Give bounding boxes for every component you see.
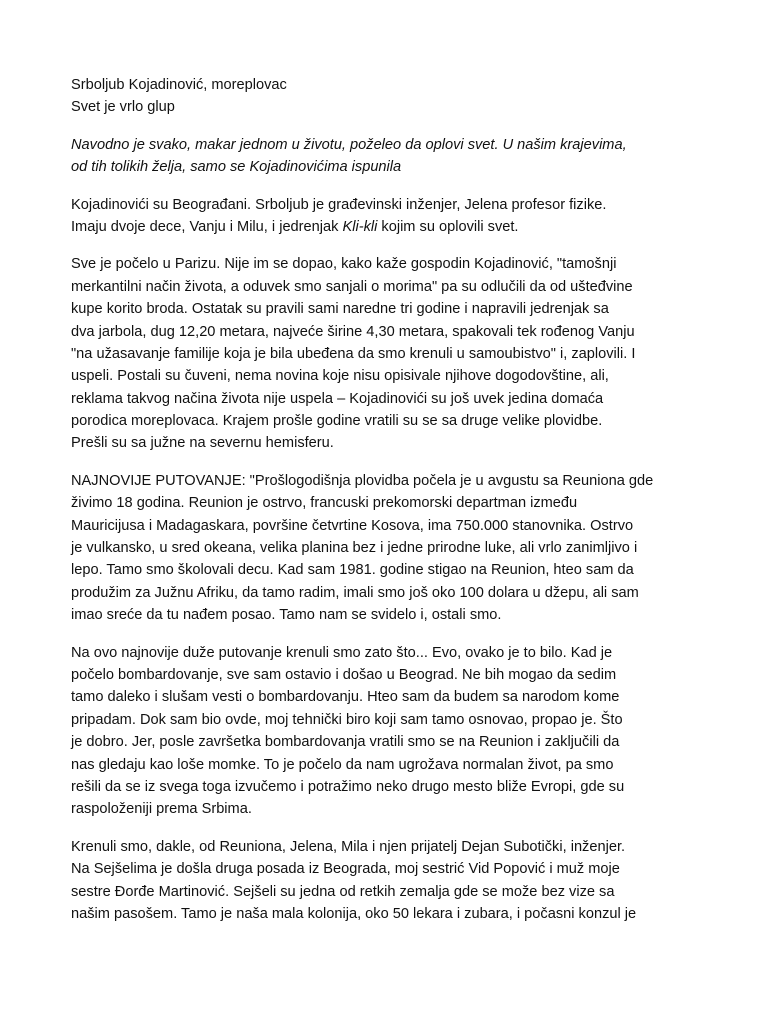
- paragraph-line: Na Sejšelima je došla druga posada iz Beograda, moj sestrić Vid Popović i muž moje: [71, 861, 620, 878]
- spacer: [71, 627, 711, 642]
- paragraph-line: "na užasavanje familije koja je bila ubeđena da smo krenuli u samoubistvo" i, zaplovili. I: [71, 345, 636, 362]
- lead-line: Navodno je svako, makar jednom u životu, poželeo da oplovi svet. U našim krajevima,: [71, 136, 627, 153]
- paragraph-line: merkantilni način života, a oduvek smo sanjali o morima" pa su odlučili da od ušteđvine: [71, 278, 633, 295]
- author-line: Srboljub Kojadinović, moreplovac: [71, 77, 287, 93]
- spacer: [71, 238, 711, 253]
- text-run: kojim su oplovili svet.: [377, 218, 519, 235]
- paragraph-line: imao sreće da tu nađem posao. Tamo nam se svidelo i, ostali smo.: [71, 607, 502, 624]
- paragraph-line: Kojadinovići su Beograđani. Srboljub je građevinski inženjer, Jelena profesor fizike.: [71, 196, 607, 213]
- paragraph-line: raspoloženiji prema Srbima.: [71, 801, 252, 818]
- paragraph-line: Sve je počelo u Parizu. Nije im se dopao, kako kaže gospodin Kojadinović, "tamošnji: [71, 256, 617, 273]
- spacer: [71, 119, 711, 134]
- paragraph-intro: [71, 194, 711, 239]
- boat-name: Kli-kli: [342, 218, 378, 235]
- article-header: [71, 74, 711, 119]
- paragraph-line: našim pasošem. Tamo je naša mala kolonija, oko 50 lekara i zubara, i počasni konzul je: [71, 905, 637, 922]
- spacer: [71, 821, 711, 836]
- paragraph-line: [71, 216, 711, 238]
- paragraph-paris: [71, 253, 711, 455]
- paragraph-line: je vulkansko, u sred okeana, velika planina bez i jedne prirodne luke, ali vrlo zanimljivo i: [71, 540, 638, 557]
- paragraph-line: počelo bombardovanje, sve sam ostavio i došao u Beograd. Ne bih mogao da sedim: [71, 666, 617, 683]
- paragraph-line: sestre Đorđe Martinović. Sejšeli su jedna od retkih zemalja gde se može bez vize sa: [71, 883, 615, 900]
- paragraph-line: lepo. Tamo smo školovali decu. Kad sam 1981. godine stigao na Reunion, hteo sam da: [71, 562, 634, 579]
- paragraph-line: produžim za Južnu Afriku, da tamo radim, imali smo još oko 100 dolara u džepu, ali sam: [71, 584, 639, 601]
- paragraph-line: je dobro. Jer, posle završetka bombardovanja vratili smo se na Reunion i zaključili da: [71, 734, 620, 751]
- text-run: Imaju dvoje dece, Vanju i Milu, i jedrenjak: [71, 218, 343, 235]
- lead-line: od tih tolikih želja, samo se Kojadinovićima ispunila: [71, 159, 402, 176]
- paragraph-latest-voyage: [71, 470, 711, 627]
- paragraph-line: uspeli. Postali su čuveni, nema novina koje nisu opisivale njihove dogodovštine, ali,: [71, 368, 609, 385]
- paragraph-line: pripadam. Dok sam bio ovde, moj tehnički biro koji sam tamo osnovao, propao je. Što: [71, 711, 623, 728]
- paragraph-line: Na ovo najnovije duže putovanje krenuli smo zato što... Evo, ovako je to bilo. Kad je: [71, 644, 613, 661]
- paragraph-line: Prešli su sa južne na severnu hemisferu.: [71, 435, 334, 452]
- paragraph-line: živimo 18 godina. Reunion je ostrvo, francuski prekomorski departman između: [71, 495, 578, 512]
- spacer: [71, 455, 711, 470]
- paragraph-line: Krenuli smo, dakle, od Reuniona, Jelena, Mila i njen prijatelj Dejan Subotički, inženjer.: [71, 838, 626, 855]
- paragraph-bombing: [71, 642, 711, 821]
- lead-paragraph: [71, 134, 711, 179]
- document-page: [71, 74, 711, 925]
- paragraph-line: Mauricijusa i Madagaskara, površine četvrtine Kosova, ima 750.000 stanovnika. Ostrvo: [71, 517, 634, 534]
- paragraph-line: dva jarbola, dug 12,20 metara, najveće širine 4,30 metara, spakovali tek rođenog Vanju: [71, 323, 635, 340]
- article-title: Svet je vrlo glup: [71, 99, 175, 116]
- paragraph-line: NAJNOVIJE PUTOVANJE: "Prošlogodišnja plovidba počela je u avgustu sa Reuniona gde: [71, 472, 654, 489]
- paragraph-line: tamo daleko i slušam vesti o bombardovanju. Hteo sam da budem sa narodom kome: [71, 689, 620, 706]
- paragraph-line: nas gledaju kao loše momke. To je počelo da nam ugrožava normalan život, pa smo: [71, 756, 614, 773]
- paragraph-line: kupe korito broda. Ostatak su pravili sami naredne tri godine i napravili jedrenjak sa: [71, 301, 609, 318]
- paragraph-line: reklama takvog načina života nije uspela – Kojadinovići su još uvek jedina domaća: [71, 390, 604, 407]
- paragraph-line: rešili da se iz svega toga izvučemo i potražimo neko drugo mesto bliže Evropi, gde su: [71, 778, 625, 795]
- spacer: [71, 179, 711, 194]
- paragraph-departure: [71, 836, 711, 926]
- paragraph-line: porodica moreplovaca. Krajem prošle godine vratili su se sa druge velike plovidbe.: [71, 413, 603, 430]
